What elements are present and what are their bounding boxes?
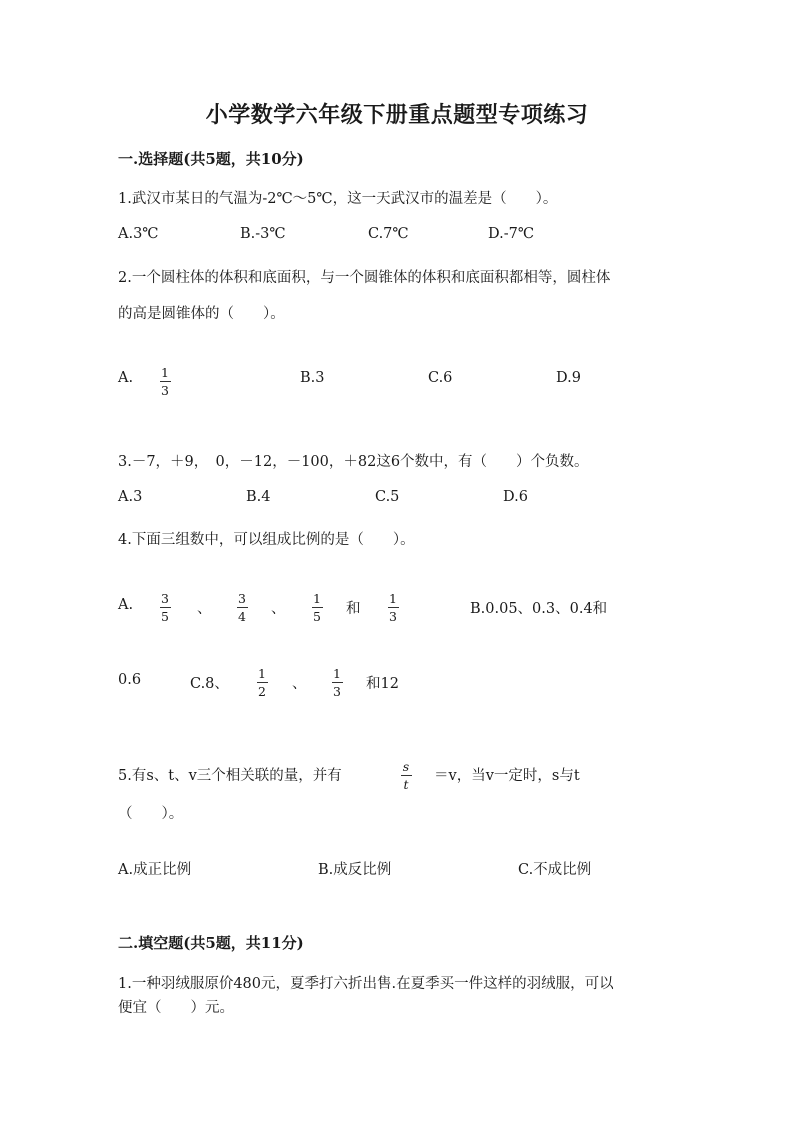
q1-option-c: C.7℃ [368,226,409,242]
fraction-numerator: 1 [333,666,341,681]
fraction-denominator: 5 [313,609,321,624]
q4-fraction-4 [386,592,400,623]
q4-fraction-2 [235,592,249,623]
question-3-text: 3.－7，＋9， 0，－12，－100，＋82这6个数中，有（ ）个负数。 [118,454,589,470]
q2-option-c: C.6 [428,370,453,386]
q5-option-b: B.成反比例 [318,862,392,878]
q2-option-a-label: A. [118,370,134,386]
q2-option-b: B.3 [300,370,325,386]
fraction-bar [401,775,412,776]
q2-option-d: D.9 [556,370,581,386]
fraction-numerator: 3 [238,591,246,606]
q5-option-c: C.不成比例 [518,862,592,878]
fraction-numerator: 1 [389,591,397,606]
fraction-numerator: 3 [161,591,169,606]
fraction-bar [237,607,248,608]
question-4-text: 4.下面三组数中，可以组成比例的是（ ）。 [118,532,415,548]
section-heading-fill-in: 二.填空题(共5题，共11分) [118,934,304,952]
fraction-denominator: 3 [161,383,169,398]
fraction-denominator: 4 [238,609,246,624]
fraction-denominator: 3 [333,684,341,699]
fraction-bar [312,607,323,608]
q4-separator-3: 、 [292,676,307,692]
fraction-bar [332,682,343,683]
q4-option-c-label: C.8、 [190,676,229,692]
fraction-bar [257,682,268,683]
q4-separator-2: 、 [271,601,286,617]
fraction-numerator: s [402,759,410,774]
question-5-line-2: （ ）。 [118,806,184,822]
q4-option-a-label: A. [118,597,134,613]
q4-fraction-1 [158,592,172,623]
q4-option-b: B.0.05、0.3、0.4和 [470,601,608,617]
q4-separator-1: 、 [197,601,212,617]
q3-option-a: A.3 [118,489,143,505]
fraction-bar [388,607,399,608]
fraction-denominator: t [403,777,409,792]
q4-and-2: 和12 [366,676,399,692]
q4-fraction-3 [310,592,324,623]
q5-fraction-s-over-t [399,760,413,791]
fill-question-1-line-1: 1.一种羽绒服原价480元，夏季打六折出售.在夏季买一件这样的羽绒服，可以 [118,976,614,992]
question-1-text: 1.武汉市某日的气温为-2℃～5℃，这一天武汉市的温差是（ ）。 [118,191,558,207]
fraction-bar [160,381,171,382]
q1-option-b: B.-3℃ [240,226,286,242]
q3-option-b: B.4 [246,489,271,505]
question-5-suffix: ＝v，当v一定时，s与t [434,768,580,784]
q5-option-a: A.成正比例 [118,862,192,878]
fraction-bar [160,607,171,608]
q1-option-d: D.-7℃ [488,226,535,242]
fill-question-1-line-2: 便宜（ ）元。 [118,1000,234,1016]
fraction-denominator: 2 [258,684,266,699]
fraction-numerator: 1 [161,365,169,380]
q4-option-b-continued: 0.6 [118,672,142,688]
q4-and-1: 和 [346,601,361,617]
q1-option-a: A.3℃ [118,226,159,242]
fraction-denominator: 3 [389,609,397,624]
q4-fraction-5 [255,667,269,698]
q3-option-d: D.6 [503,489,528,505]
question-2-line-1: 2.一个圆柱体的体积和底面积，与一个圆锥体的体积和底面积都相等，圆柱体 [118,270,611,286]
question-2-line-2: 的高是圆锥体的（ ）。 [118,306,285,322]
fraction-numerator: 1 [313,591,321,606]
q2-option-a-fraction [158,366,172,397]
q4-fraction-6 [330,667,344,698]
q3-option-c: C.5 [375,489,400,505]
question-5-prefix: 5.有s、t、v三个相关联的量，并有 [118,768,342,784]
section-heading-choice: 一.选择题(共5题，共10分) [118,150,304,168]
page-title: 小学数学六年级下册重点题型专项练习 [205,102,589,128]
fraction-numerator: 1 [258,666,266,681]
fraction-denominator: 5 [161,609,169,624]
